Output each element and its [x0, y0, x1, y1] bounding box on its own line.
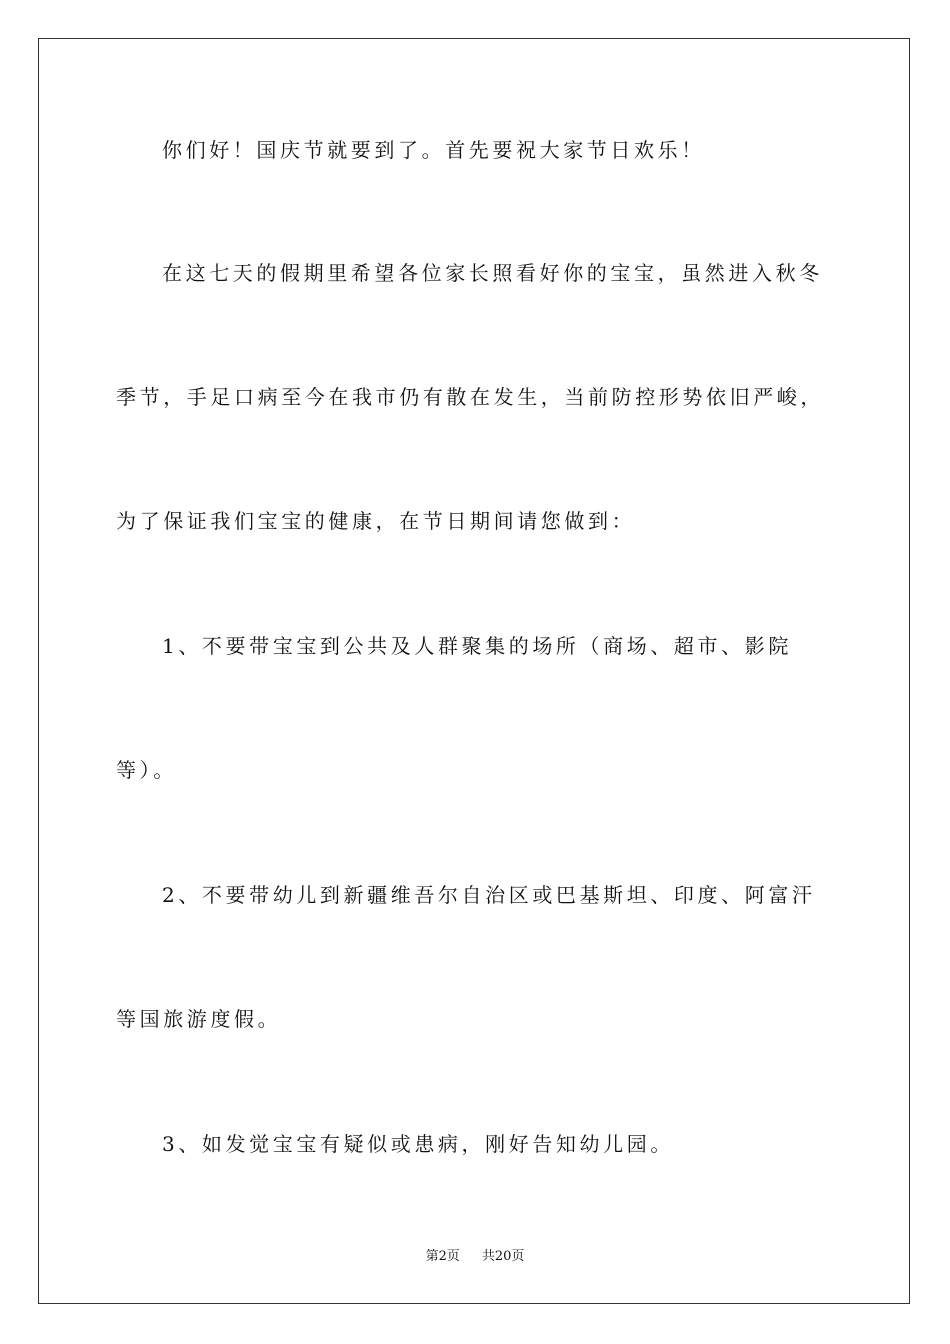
list-item-2-line-1: 2、不要带幼儿到新疆维吾尔自治区或巴基斯坦、印度、阿富汗 [162, 883, 816, 907]
page-number: 第2页 [425, 1249, 460, 1264]
paragraph-holiday-line-3: 为了保证我们宝宝的健康，在节日期间请您做到： [116, 509, 636, 533]
page-frame [38, 38, 910, 1304]
paragraph-greeting: 你们好！国庆节就要到了。首先要祝大家节日欢乐！ [162, 138, 705, 162]
list-item-1-line-2: 等）。 [116, 758, 177, 782]
paragraph-holiday-line-2: 季节，手足口病至今在我市仍有散在发生，当前防控形势依旧严峻， [116, 385, 824, 409]
page-footer [0, 1248, 950, 1266]
list-item-3: 3、如发觉宝宝有疑似或患病，刚好告知幼儿园。 [162, 1132, 674, 1156]
paragraph-holiday-line-1: 在这七天的假期里希望各位家长照看好你的宝宝，虽然进入秋冬 [162, 261, 823, 285]
list-item-2-line-2: 等国旅游度假。 [116, 1007, 282, 1031]
list-item-1-line-1: 1、不要带宝宝到公共及人群聚集的场所（商场、超市、影院 [162, 634, 792, 658]
total-pages: 共20页 [481, 1249, 525, 1264]
